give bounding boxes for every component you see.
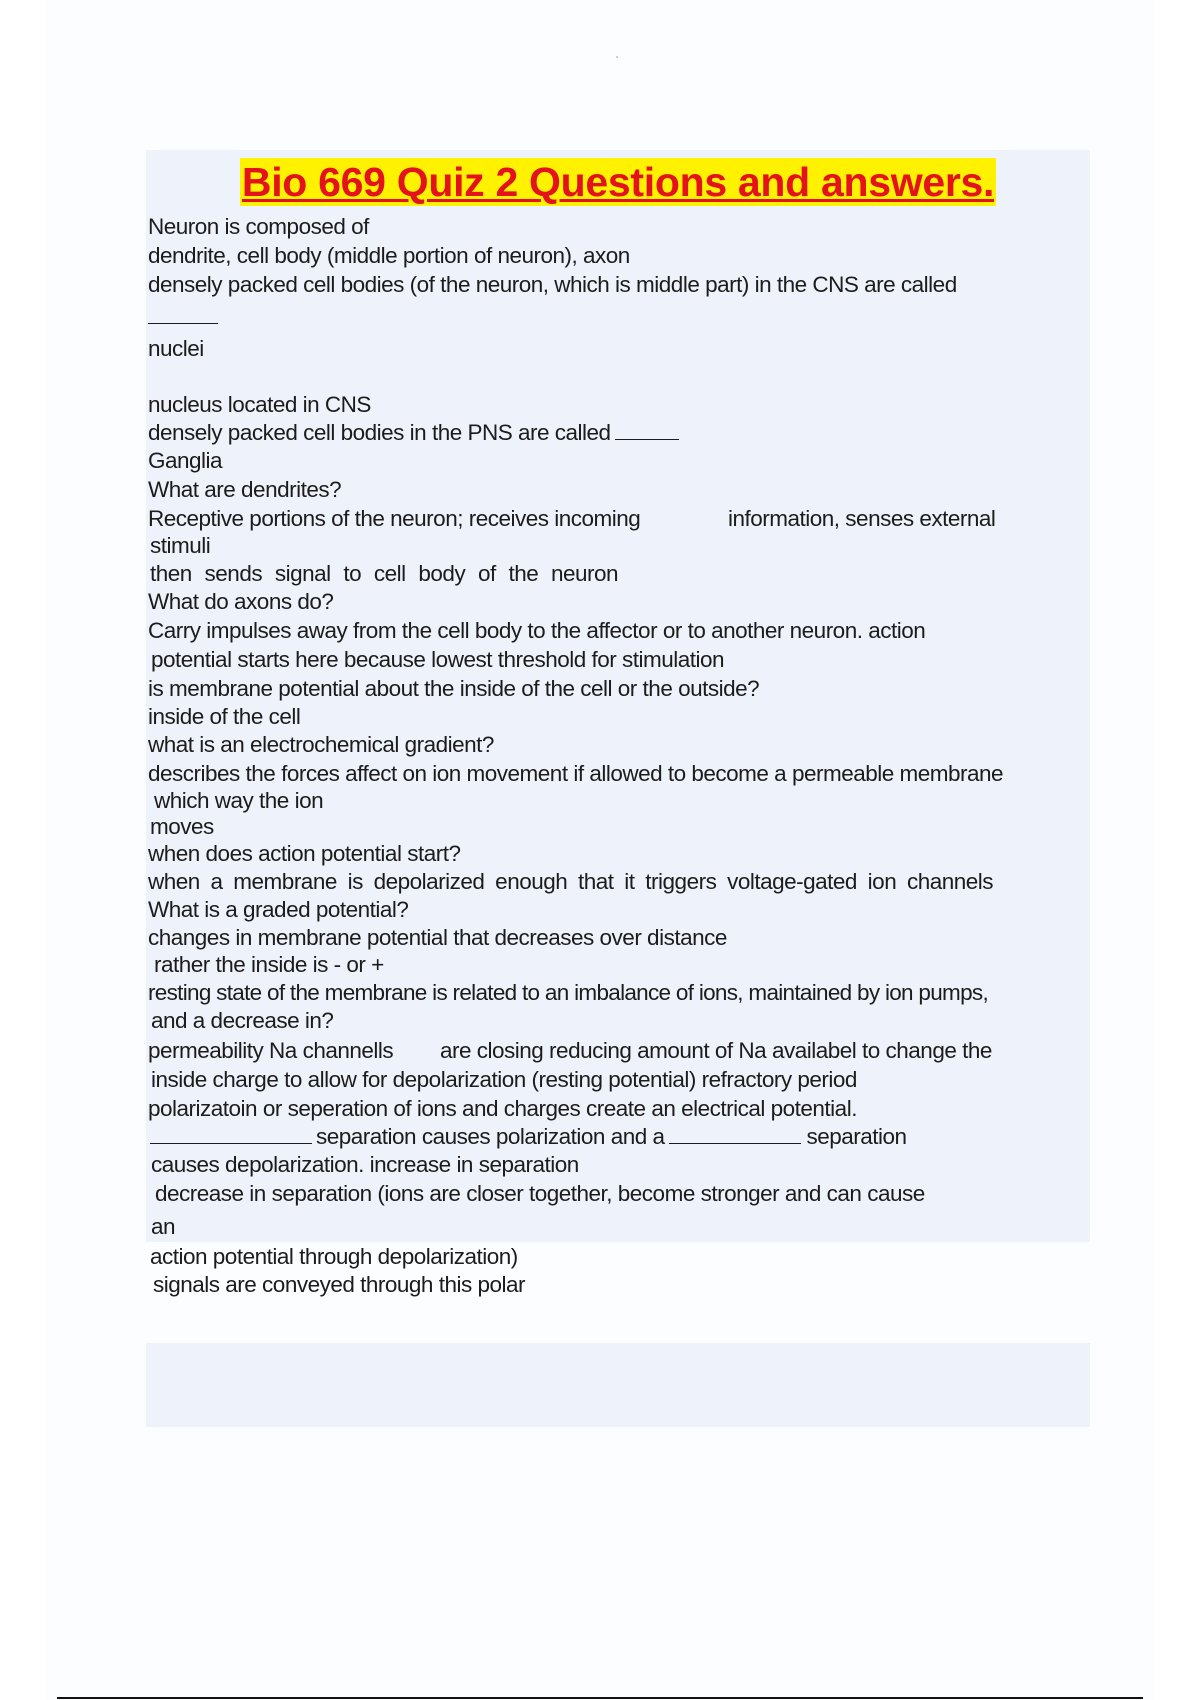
text-segment: densely packed cell bodies in the PNS are called <box>148 420 611 445</box>
text-line: inside charge to allow for depolarization (resting potential) refractory period <box>151 1067 857 1092</box>
answer-blank <box>615 419 679 440</box>
text-line: densely packed cell bodies (of the neuron, which is middle part) in the CNS are called <box>148 272 957 297</box>
text-line: signals are conveyed through this polar <box>153 1272 525 1297</box>
text-line: What are dendrites? <box>148 477 342 502</box>
text-line: which way the ion <box>154 788 324 813</box>
text-line: rather the inside is - or + <box>154 952 384 977</box>
page-speck <box>616 56 618 58</box>
answer-blank <box>669 1123 801 1144</box>
text-line: What is a graded potential? <box>148 897 409 922</box>
lower-panel <box>146 1343 1090 1427</box>
text-line: what is an electrochemical gradient? <box>148 732 494 757</box>
text-line: Carry impulses away from the cell body to the affector or to another neuron. action <box>148 618 926 643</box>
text-line: Receptive portions of the neuron; receives incoming <box>148 506 641 531</box>
document-title: Bio 669 Quiz 2 Questions and answers. <box>241 159 995 205</box>
text-line: an <box>151 1214 176 1239</box>
text-segment: separation <box>806 1124 907 1149</box>
text-line: describes the forces affect on ion movement if allowed to become a permeable membrane <box>148 761 1004 786</box>
text-line: Neuron is composed of <box>148 214 369 239</box>
text-line: inside of the cell <box>148 704 301 729</box>
footer-rule <box>57 1697 1143 1699</box>
text-line: causes depolarization. increase in separation <box>151 1152 579 1177</box>
text-line: action potential through depolarization) <box>150 1244 518 1269</box>
text-segment: separation causes polarization and a <box>316 1124 665 1149</box>
text-line: nuclei <box>148 336 204 361</box>
text-line: information, senses external <box>728 506 996 531</box>
text-line: stimuli <box>150 533 211 558</box>
text-line: nucleus located in CNS <box>148 392 371 417</box>
answer-blank <box>150 1123 312 1144</box>
text-line-with-blank <box>148 419 679 446</box>
text-line: moves <box>150 814 214 839</box>
text-line: polarizatoin or seperation of ions and charges create an electrical potential. <box>148 1096 857 1121</box>
text-line: when does action potential start? <box>148 841 461 866</box>
text-line: potential starts here because lowest threshold for stimulation <box>151 647 725 672</box>
text-line: decrease in separation (ions are closer together, become stronger and can cause <box>155 1181 925 1206</box>
text-line: resting state of the membrane is related to an imbalance of ions, maintained by ion pumps, <box>148 980 988 1005</box>
text-line: then sends signal to cell body of the neuron <box>150 561 619 586</box>
text-line: when a membrane is depolarized enough that it triggers voltage-gated ion channels <box>148 869 994 894</box>
title-container <box>0 158 1200 206</box>
text-line: Ganglia <box>148 448 223 473</box>
text-line: are closing reducing amount of Na availabel to change the <box>440 1038 992 1063</box>
text-line: is membrane potential about the inside of the cell or the outside? <box>148 676 760 701</box>
text-line: What do axons do? <box>148 589 334 614</box>
answer-blank <box>148 303 218 324</box>
text-line: changes in membrane potential that decreases over distance <box>148 925 727 950</box>
text-line: dendrite, cell body (middle portion of neuron), axon <box>148 243 630 268</box>
text-line: and a decrease in? <box>151 1008 334 1033</box>
answer-blank-line <box>148 303 218 330</box>
text-line-with-blanks <box>150 1123 907 1150</box>
text-line: permeability Na channells <box>148 1038 394 1063</box>
